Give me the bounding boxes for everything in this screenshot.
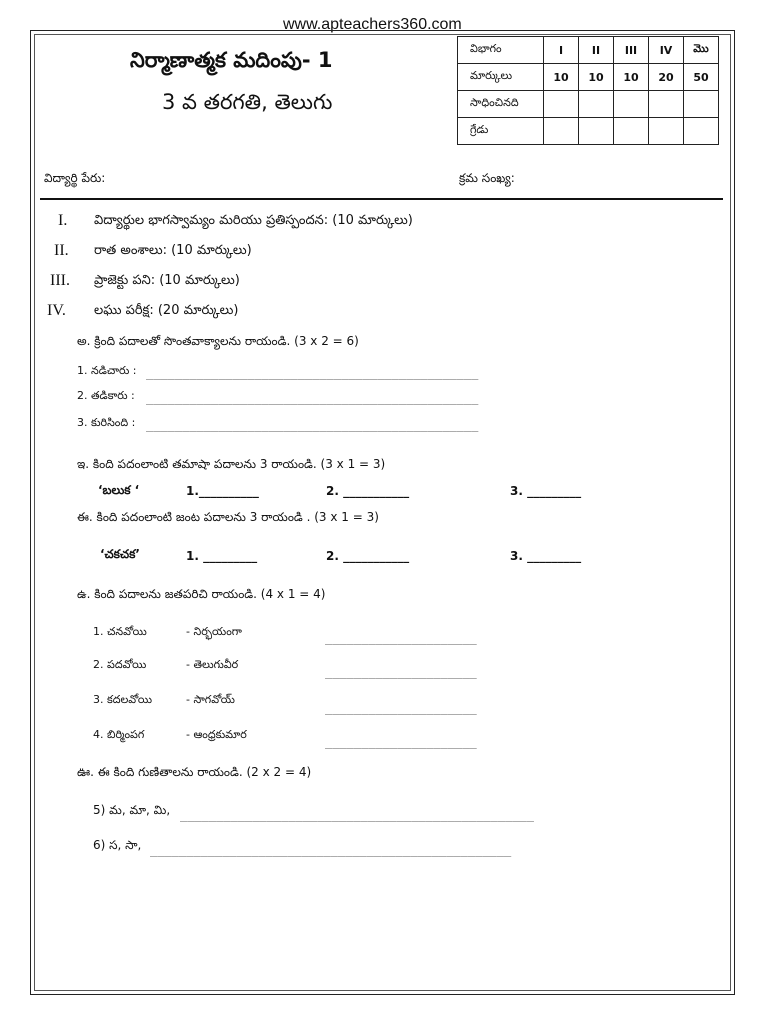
- table-header-cell: మొ: [684, 37, 719, 64]
- table-cell[interactable]: [649, 118, 684, 145]
- answer-line[interactable]: _____________________: [325, 735, 477, 749]
- match-right-item: - తెలుగువీర: [186, 658, 239, 671]
- section-text: రాత అంశాలు: (10 మార్కులు): [94, 243, 252, 258]
- answer-line[interactable]: ______________________________________________: [146, 391, 479, 405]
- answer-line[interactable]: __________________________________________________: [150, 843, 512, 857]
- question-i-word: ‘బలుక ‘: [98, 483, 140, 497]
- gunitam-item: 5) మ, మా, మి,: [93, 803, 171, 817]
- serial-number-label: క్రమ సంఖ్య:: [459, 171, 515, 185]
- answer-line[interactable]: ______________________________________________: [146, 418, 479, 432]
- match-right-item: - నిర్భయంగా: [186, 625, 242, 638]
- table-header-cell: IV: [649, 37, 684, 64]
- answer-line[interactable]: _____________________: [325, 631, 477, 645]
- table-row: [458, 118, 719, 145]
- question-i-title: ఇ. కింది పదంలాంటి తమాషా పదాలను 3 రాయండి. (3 x 1 = 3): [77, 457, 386, 471]
- question-a-item: 3. కురిసింది :: [77, 416, 136, 429]
- table-header-row: [458, 37, 719, 64]
- section-text: లఘు పరీక్ష: (20 మార్కులు): [94, 303, 239, 318]
- header-divider: [40, 198, 723, 200]
- question-oo-title: ఊ. ఈ కింది గుణితాలను రాయండి. (2 x 2 = 4): [77, 765, 312, 779]
- page-subtitle: 3 వ తరగతి, తెలుగు: [162, 90, 333, 114]
- question-a-item: 2. తడికారు :: [77, 389, 135, 402]
- table-cell[interactable]: [544, 91, 579, 118]
- page-title: నిర్మాణాత్మక మదింపు- 1: [130, 48, 333, 72]
- section-number: II.: [54, 242, 69, 259]
- answer-line[interactable]: _____________________: [325, 701, 477, 715]
- match-left-item: 2. పదవోయి: [93, 658, 147, 671]
- section-number: I.: [58, 212, 68, 229]
- table-cell[interactable]: [579, 118, 614, 145]
- question-a-title: అ. క్రింది పదాలతో సొంతవాక్యాలను రాయండి. (3 x 2 = 6): [77, 334, 359, 348]
- table-header-cell: II: [579, 37, 614, 64]
- table-cell: 10: [544, 64, 579, 91]
- match-left-item: 3. కదలవోయి: [93, 693, 152, 706]
- table-cell[interactable]: [684, 91, 719, 118]
- section-text: విద్యార్థుల భాగస్వామ్యం మరియు ప్రతిస్పందన: (10 మార్కులు): [94, 213, 413, 228]
- table-cell: 10: [579, 64, 614, 91]
- question-a-item: 1. నడిచారు :: [77, 364, 137, 377]
- table-header-cell: I: [544, 37, 579, 64]
- answer-blank[interactable]: 2. ___________: [326, 484, 410, 498]
- table-header-cell: III: [614, 37, 649, 64]
- table-cell: 10: [614, 64, 649, 91]
- student-name-label: విద్యార్థి పేరు:: [44, 171, 106, 185]
- table-cell: 20: [649, 64, 684, 91]
- answer-line[interactable]: _____________________: [325, 665, 477, 679]
- answer-line[interactable]: _________________________________________________: [180, 808, 535, 822]
- answer-line[interactable]: ______________________________________________: [146, 366, 479, 380]
- table-cell: సాధించినది: [458, 91, 544, 118]
- section-number: III.: [50, 272, 70, 289]
- site-url: www.apteachers360.com: [283, 16, 462, 33]
- gunitam-item: 6) స, సా,: [93, 838, 142, 852]
- table-cell: మార్కులు: [458, 64, 544, 91]
- question-u-title: ఉ. కింది పదాలను జతపరిచి రాయండి. (4 x 1 = 4): [77, 587, 326, 601]
- section-text: ప్రాజెక్టు పని: (10 మార్కులు): [94, 273, 240, 288]
- answer-blank[interactable]: 2. ___________: [326, 549, 410, 563]
- table-header-cell: విభాగం: [458, 37, 544, 64]
- marks-table: [457, 36, 719, 145]
- table-cell[interactable]: [579, 91, 614, 118]
- section-number: IV.: [47, 302, 66, 319]
- match-right-item: - సాగవోయ్: [186, 693, 235, 706]
- table-cell[interactable]: [544, 118, 579, 145]
- table-cell[interactable]: [614, 118, 649, 145]
- match-left-item: 1. చనవోయి: [93, 625, 147, 638]
- match-right-item: - ఆంధ్రకుమార: [186, 728, 247, 741]
- question-ee-word: ‘చకచక’: [100, 547, 140, 561]
- table-cell: 50: [684, 64, 719, 91]
- answer-blank[interactable]: 3. _________: [510, 549, 582, 563]
- table-cell[interactable]: [649, 91, 684, 118]
- table-cell[interactable]: [684, 118, 719, 145]
- answer-blank[interactable]: 3. _________: [510, 484, 582, 498]
- answer-blank[interactable]: 1.__________: [186, 484, 259, 498]
- answer-blank[interactable]: 1. _________: [186, 549, 258, 563]
- match-left-item: 4. బిర్మింపగ: [93, 728, 145, 741]
- question-ee-title: ఈ. కింది పదంలాంటి జంట పదాలను 3 రాయండి . (3 x 1 = 3): [77, 510, 379, 524]
- table-row: [458, 64, 719, 91]
- table-row: [458, 91, 719, 118]
- table-cell: గ్రేడు: [458, 118, 544, 145]
- table-cell[interactable]: [614, 91, 649, 118]
